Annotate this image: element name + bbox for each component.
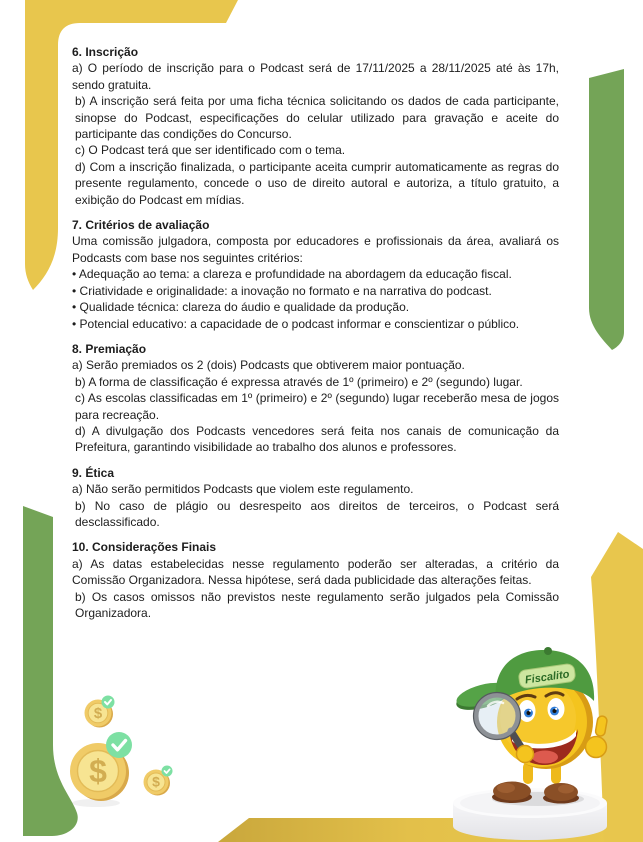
dollar-symbol: $ [93, 705, 103, 722]
paragraph: d) A divulgação dos Podcasts vencedores será feita nos canais de comunicação da Prefeitura, garantindo visibilidade ao trabalho dos alunos e professores. [75, 423, 559, 455]
paragraph: • Qualidade técnica: clareza do áudio e qualidade da produção. [72, 300, 410, 315]
hand [517, 746, 534, 763]
section-heading: 6. Inscrição [72, 45, 139, 59]
section-heading: 9. Ética [72, 465, 115, 480]
paragraph: Uma comissão julgadora, composta por educadores e profissionais da área, avaliará os Podcasts com base nos seguintes critérios: [72, 234, 559, 265]
section [72, 341, 559, 456]
section-heading: 10. Considerações Finais [72, 540, 217, 555]
paragraph: • Criatividade e originalidade: a inovação no formato e na narrativa do podcast. [72, 283, 492, 298]
paragraph: b) No caso de plágio ou desrespeito aos direitos de terceiros, o Podcast será desclassificado. [75, 498, 559, 529]
dollar-symbol: $ [89, 753, 107, 789]
paragraph: d) Com a inscrição finalizada, o participante aceita cumprir automaticamente as regras do presente regulamento, concede o uso de direito autoral e autoriza, a título gratuito, a exibição do Podcast em mídias. [75, 159, 559, 207]
coins-illustration [70, 696, 173, 808]
paragraph: a) As datas estabelecidas nesse regulamento poderão ser alteradas, a critério da Comissão Organizadora. Nessa hipótese, será dada publicidade das alterações feitas. [72, 556, 559, 588]
paragraph: a) O período de inscrição para o Podcast será de 17/11/2025 a 28/11/2025 até às 17h, sendo gratuita. [72, 61, 559, 92]
paragraph: • Potencial educativo: a capacidade de o podcast informar e conscientizar o público. [72, 316, 520, 331]
ribbon-bottom-left [23, 506, 78, 836]
cap-label-text: Fiscalito [524, 668, 571, 687]
paragraph: • Adequação ao tema: a clareza e profundidade na abordagem da educação fiscal. [72, 267, 512, 282]
paragraph: a) Não serão permitidos Podcasts que violem este regulamento. [72, 482, 414, 497]
section-heading: 8. Premiação [72, 341, 147, 356]
section [72, 217, 559, 332]
check-icon [102, 696, 115, 709]
cap-button [544, 647, 552, 655]
document-sections [72, 44, 559, 621]
paragraph: a) Serão premiados os 2 (dois) Podcasts que obtiverem maior pontuação. [72, 358, 465, 373]
section [72, 539, 559, 621]
section [72, 465, 559, 531]
ribbon-top-right [589, 69, 624, 350]
paragraph: b) A forma de classificação é expressa através de 1º (primeiro) e 2º (segundo) lugar. [75, 374, 523, 389]
section-heading: 7. Critérios de avaliação [72, 218, 210, 233]
mascot-fiscalito [453, 647, 608, 806]
paragraph: c) O Podcast terá que ser identificado com o tema. [75, 143, 346, 158]
paragraph: b) Os casos omissos não previstos neste regulamento serão julgados pela Comissão Organizadora. [75, 589, 559, 620]
check-icon [106, 732, 132, 758]
check-icon [162, 766, 173, 777]
ribbon-bottom-right [591, 532, 643, 842]
section [72, 44, 559, 208]
dollar-symbol: $ [152, 773, 160, 790]
paragraph: c) As escolas classificadas em 1º (primeiro) e 2º (segundo) lugar receberão mesa de jogos para recreação. [75, 391, 559, 422]
paragraph: b) A inscrição será feita por uma ficha técnica solicitando os dados de cada participante, sinopse do Podcast, especificações do celular utilizado para gravação e aceite do participante das condições do Concurso. [75, 94, 559, 142]
